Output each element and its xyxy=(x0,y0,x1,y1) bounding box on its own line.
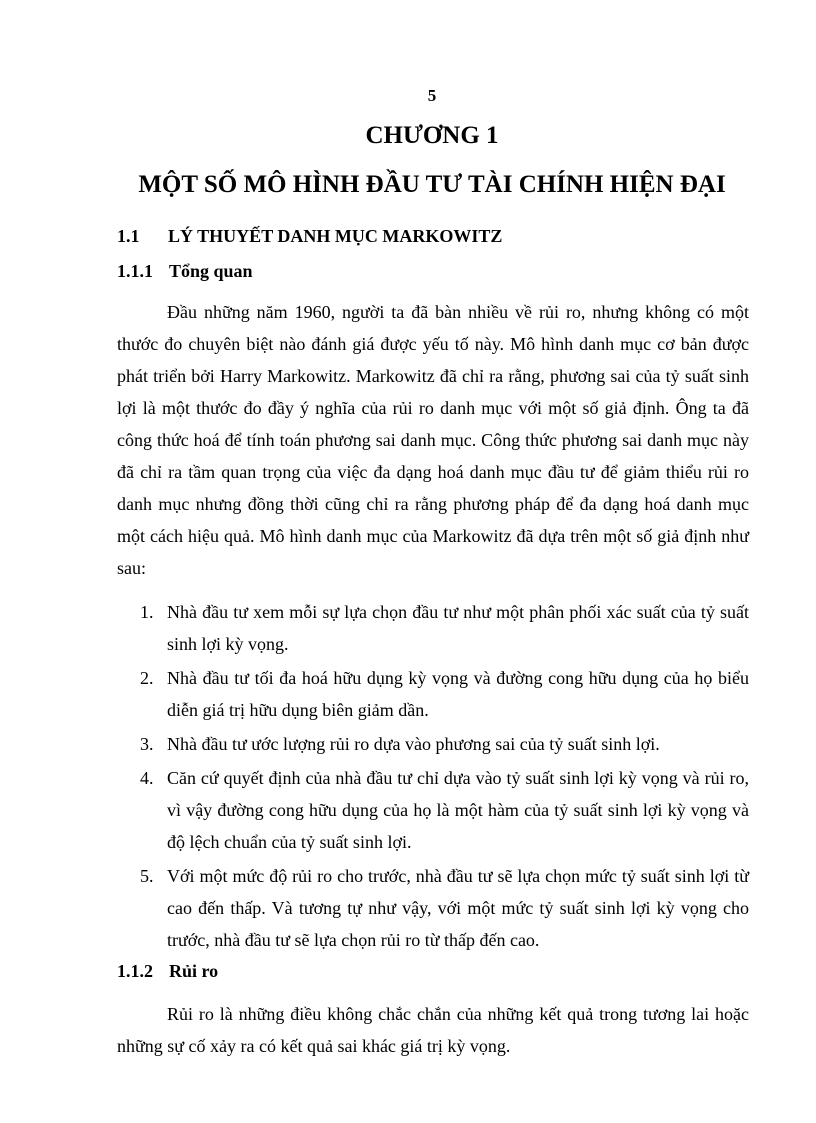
chapter-title: MỘT SỐ MÔ HÌNH ĐẦU TƯ TÀI CHÍNH HIỆN ĐẠI xyxy=(138,171,726,198)
subsection-title: Rủi ro xyxy=(169,961,219,981)
list-item-number: 1. xyxy=(140,602,154,622)
page-number: 5 xyxy=(427,86,437,105)
assumptions-list xyxy=(117,596,749,958)
list-item xyxy=(117,762,749,858)
list-item xyxy=(117,596,749,660)
list-item-number: 3. xyxy=(140,734,154,754)
chapter-label: CHƯƠNG 1 xyxy=(365,122,499,149)
list-item xyxy=(117,728,749,760)
risk-paragraph: Rủi ro là những điều không chắc chắn của những kết quả trong tương lai hoặc những sự cố xảy ra có kết quả sai khác giá trị kỳ vọng. xyxy=(117,1004,749,1056)
overview-paragraph: Đầu những năm 1960, người ta đã bàn nhiều về rủi ro, nhưng không có một thước đo chuyên biệt nào đánh giá được yếu tố này. Mô hình danh mục cơ bản được phát triển bởi Harry Markowitz. Markowitz đã chỉ ra rằng, phương sai của tỷ suất sinh lợi là một thước đo đầy ý nghĩa của rủi ro danh mục với một số giả định. Ông ta đã công thức hoá để tính toán phương sai danh mục. Công thức phương sai danh mục này đã chỉ ra tầm quan trọng của việc đa dạng hoá danh mục đầu tư để giảm thiểu rủi ro danh mục nhưng đồng thời cũng chỉ ra rằng phương pháp để đa dạng hoá danh mục một cách hiệu quả. Mô hình danh mục của Markowitz đã dựa trên một số giả định như sau: xyxy=(117,302,749,578)
list-item-number: 5. xyxy=(140,866,154,886)
list-item xyxy=(117,662,749,726)
list-item-number: 2. xyxy=(140,668,154,688)
list-item-text: Căn cứ quyết định của nhà đầu tư chỉ dựa vào tỷ suất sinh lợi kỳ vọng và rủi ro, vì vậy đường cong hữu dụng của họ là một hàm của tỷ suất sinh lợi kỳ vọng và độ lệch chuẩn của tỷ suất sinh lợi. xyxy=(167,768,749,852)
list-item-text: Với một mức độ rủi ro cho trước, nhà đầu tư sẽ lựa chọn mức tỷ suất sinh lợi từ cao đến thấp. Và tương tự như vậy, với một mức tỷ suất sinh lợi kỳ vọng cho trước, nhà đầu tư sẽ lựa chọn rủi ro từ thấp đến cao. xyxy=(167,866,749,950)
list-item-text: Nhà đầu tư xem mỗi sự lựa chọn đầu tư như một phân phối xác suất của tỷ suất sinh lợi kỳ vọng. xyxy=(167,602,749,654)
list-item xyxy=(117,860,749,956)
list-item-text: Nhà đầu tư tối đa hoá hữu dụng kỳ vọng và đường cong hữu dụng của họ biểu diễn giá trị hữu dụng biên giảm dần. xyxy=(167,668,749,720)
subsection-number: 1.1.1 xyxy=(117,261,153,281)
subsection-number: 1.1.2 xyxy=(117,961,153,981)
list-item-text: Nhà đầu tư ước lượng rủi ro dựa vào phương sai của tỷ suất sinh lợi. xyxy=(167,734,660,754)
subsection-title: Tổng quan xyxy=(169,261,253,281)
list-item-number: 4. xyxy=(140,768,154,788)
section-title: LÝ THUYẾT DANH MỤC MARKOWITZ xyxy=(168,226,503,246)
section-number: 1.1 xyxy=(117,226,140,246)
